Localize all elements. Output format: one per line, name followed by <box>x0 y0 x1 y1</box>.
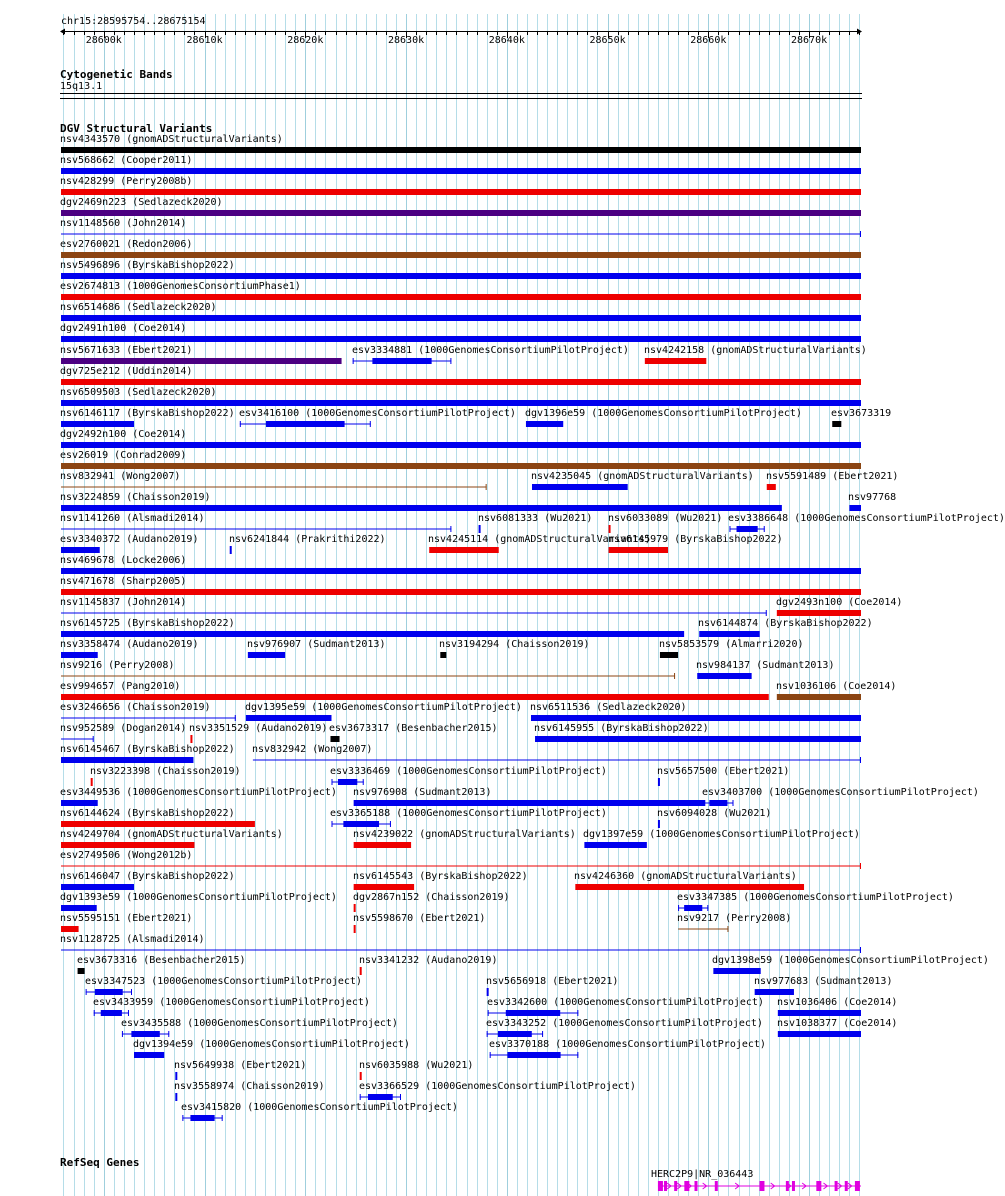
variant-bar[interactable] <box>61 400 861 406</box>
variant-label[interactable]: nsv1141260 (Alsmadi2014) <box>60 513 205 524</box>
variant-label[interactable]: nsv6511536 (Sedlazeck2020) <box>530 702 687 713</box>
variant-label[interactable]: esv3403700 (1000GenomesConsortiumPilotProject) <box>702 787 979 798</box>
variant-label[interactable]: nsv976907 (Sudmant2013) <box>247 639 386 650</box>
cytoband-bar[interactable] <box>60 93 862 99</box>
variant-label[interactable]: nsv6033089 (Wu2021) <box>608 513 723 524</box>
variant-label[interactable]: nsv976908 (Sudmant2013) <box>353 787 492 798</box>
variant-label[interactable]: nsv6145467 (ByrskaBishop2022) <box>60 744 235 755</box>
gene-exon <box>792 1181 795 1191</box>
variant-label[interactable]: esv3449536 (1000GenomesConsortiumPilotProject) <box>60 787 337 798</box>
variant-label[interactable]: nsv97768 <box>848 492 897 503</box>
variant-core-bar[interactable] <box>737 526 758 532</box>
variant-label[interactable]: nsv6146047 (ByrskaBishop2022) <box>60 871 235 882</box>
variant-bar[interactable] <box>777 694 861 700</box>
variant-bar[interactable] <box>697 673 751 679</box>
variant-label[interactable]: nsv832941 (Wong2007) <box>60 471 181 482</box>
variant-tick[interactable] <box>658 820 660 828</box>
variant-label[interactable]: nsv5595151 (Ebert2021) <box>60 913 193 924</box>
variant-bar[interactable] <box>535 736 861 742</box>
variant-bar[interactable] <box>584 842 646 848</box>
variant-label[interactable]: nsv3194294 (Chaisson2019) <box>439 639 590 650</box>
variant-label[interactable]: esv3336469 (1000GenomesConsortiumPilotProject) <box>330 766 607 777</box>
variant-label[interactable]: nsv832942 (Wong2007) <box>252 744 373 755</box>
variant-label[interactable]: nsv3341232 (Audano2019) <box>359 955 498 966</box>
refseq-track-title: RefSeq Genes <box>60 1156 140 1169</box>
variant-label[interactable]: esv3246656 (Chaisson2019) <box>60 702 211 713</box>
variant-label[interactable]: nsv4239022 (gnomADStructuralVariants) <box>353 829 576 840</box>
variant-label[interactable]: nsv6146117 (ByrskaBishop2022) <box>60 408 235 419</box>
variant-label[interactable]: nsv1036406 (Coe2014) <box>777 997 898 1008</box>
variant-bar[interactable] <box>778 1031 861 1037</box>
variant-label[interactable]: nsv1148560 (John2014) <box>60 218 187 229</box>
variant-label[interactable]: nsv6145979 (ByrskaBishop2022) <box>608 534 783 545</box>
variant-label[interactable]: nsv5656918 (Ebert2021) <box>486 976 619 987</box>
ruler-tick-label: 28660k <box>690 35 727 46</box>
variant-label[interactable]: nsv3224859 (Chaisson2019) <box>60 492 211 503</box>
variant-glyph[interactable] <box>0 335 890 345</box>
cytoband-track-title: Cytogenetic Bands <box>60 68 173 81</box>
gene-exon <box>816 1181 821 1191</box>
variant-glyph[interactable] <box>0 1114 890 1124</box>
variant-label[interactable]: dgv1394e59 (1000GenomesConsortiumPilotProject) <box>133 1039 410 1050</box>
variant-label[interactable]: nsv9217 (Perry2008) <box>677 913 792 924</box>
variant-label[interactable]: esv994657 (Pang2010) <box>60 681 181 692</box>
variant-bar[interactable] <box>61 252 861 258</box>
variant-label[interactable]: esv3416100 (1000GenomesConsortiumPilotProject) <box>239 408 516 419</box>
variant-label[interactable]: nsv5649938 (Ebert2021) <box>174 1060 307 1071</box>
variant-label[interactable]: nsv6035988 (Wu2021) <box>359 1060 474 1071</box>
variant-label[interactable]: nsv6145955 (ByrskaBishop2022) <box>534 723 709 734</box>
variant-label[interactable]: nsv3223398 (Chaisson2019) <box>90 766 241 777</box>
variant-label[interactable]: esv3673316 (Besenbacher2015) <box>77 955 246 966</box>
variant-bar[interactable] <box>575 884 804 890</box>
variant-label[interactable]: esv3347523 (1000GenomesConsortiumPilotProject) <box>85 976 362 987</box>
variant-label[interactable]: esv3370188 (1000GenomesConsortiumPilotProject) <box>489 1039 766 1050</box>
gene-model-herc2p9[interactable] <box>0 1179 890 1195</box>
cytoband-label: 15q13.1 <box>60 81 103 92</box>
variant-label[interactable]: esv2674813 (1000GenomesConsortiumPhase1) <box>60 281 301 292</box>
variant-label[interactable]: nsv6144874 (ByrskaBishop2022) <box>698 618 873 629</box>
variant-core-bar[interactable] <box>684 905 702 911</box>
variant-label[interactable]: nsv3558974 (Chaisson2019) <box>174 1081 325 1092</box>
variant-label[interactable]: nsv6241844 (Prakrithi2022) <box>229 534 386 545</box>
variant-label[interactable]: nsv5591489 (Ebert2021) <box>766 471 899 482</box>
variant-label[interactable]: nsv4242158 (gnomADStructuralVariants) <box>644 345 867 356</box>
variant-core-bar[interactable] <box>368 1094 393 1100</box>
variant-label[interactable]: esv3673317 (Besenbacher2015) <box>329 723 498 734</box>
variant-label[interactable]: esv3334881 (1000GenomesConsortiumPilotProject) <box>352 345 629 356</box>
variant-tick[interactable] <box>360 1072 362 1080</box>
ruler-location: chr15:28595754..28675154 <box>61 16 206 27</box>
variant-bar[interactable] <box>777 610 861 616</box>
variant-bar[interactable] <box>699 631 759 637</box>
variant-bar[interactable] <box>645 358 706 364</box>
variant-label[interactable]: nsv6514686 (Sedlazeck2020) <box>60 302 217 313</box>
variant-bar[interactable] <box>61 168 861 174</box>
ruler-tick-label: 28600k <box>85 35 122 46</box>
variant-label[interactable]: nsv1038377 (Coe2014) <box>777 1018 898 1029</box>
variant-glyph[interactable] <box>0 756 890 766</box>
variant-label[interactable]: nsv4343570 (gnomADStructuralVariants) <box>60 134 283 145</box>
variant-label[interactable]: dgv1398e59 (1000GenomesConsortiumPilotProject) <box>712 955 989 966</box>
variant-label[interactable]: nsv9216 (Perry2008) <box>60 660 175 671</box>
variant-label[interactable]: esv3342600 (1000GenomesConsortiumPilotProject) <box>487 997 764 1008</box>
variant-label[interactable]: dgv2867n152 (Chaisson2019) <box>353 892 510 903</box>
gene-exon <box>835 1181 838 1191</box>
variant-label[interactable]: nsv471678 (Sharp2005) <box>60 576 187 587</box>
ruler-tick-label: 28630k <box>387 35 425 46</box>
variant-label[interactable]: esv26019 (Conrad2009) <box>60 450 187 461</box>
gene-exon <box>664 1181 667 1191</box>
ruler-left-arrow[interactable] <box>60 29 65 35</box>
variant-bar[interactable] <box>849 505 861 511</box>
variant-label[interactable]: nsv5657500 (Ebert2021) <box>657 766 790 777</box>
variant-label[interactable]: nsv5853579 (Almarri2020) <box>659 639 804 650</box>
variant-label[interactable]: nsv984137 (Sudmant2013) <box>696 660 835 671</box>
variant-label[interactable]: dgv1393e59 (1000GenomesConsortiumPilotProject) <box>60 892 337 903</box>
variant-label[interactable]: nsv1036106 (Coe2014) <box>776 681 897 692</box>
variant-bar[interactable] <box>61 442 861 448</box>
variant-label[interactable]: esv3433959 (1000GenomesConsortiumPilotProject) <box>93 997 370 1008</box>
variant-bar[interactable] <box>61 568 861 574</box>
variant-label[interactable]: dgv2492n100 (Coe2014) <box>60 429 187 440</box>
variant-label[interactable]: esv3340372 (Audano2019) <box>60 534 199 545</box>
variant-bar[interactable] <box>61 379 861 385</box>
variant-bar[interactable] <box>609 547 668 553</box>
variant-label[interactable]: nsv977683 (Sudmant2013) <box>754 976 893 987</box>
variant-label[interactable]: dgv2469n223 (Sedlazeck2020) <box>60 197 223 208</box>
variant-label[interactable]: nsv6081333 (Wu2021) <box>478 513 593 524</box>
variant-label[interactable]: nsv568662 (Cooper2011) <box>60 155 193 166</box>
variant-label[interactable]: nsv1128725 (Alsmadi2014) <box>60 934 205 945</box>
variant-label[interactable]: nsv4246360 (gnomADStructuralVariants) <box>574 871 797 882</box>
variant-label[interactable]: nsv4235045 (gnomADStructuralVariants) <box>531 471 754 482</box>
variant-label[interactable]: nsv6144624 (ByrskaBishop2022) <box>60 808 235 819</box>
variant-core-bar[interactable] <box>507 1052 560 1058</box>
gene-exon <box>674 1181 677 1191</box>
ruler-tick-label: 28640k <box>488 35 525 46</box>
variant-label[interactable]: dgv725e212 (Uddin2014) <box>60 366 193 377</box>
variant-bar[interactable] <box>61 336 861 342</box>
variant-label[interactable]: esv3415820 (1000GenomesConsortiumPilotProject) <box>181 1102 458 1113</box>
variant-label[interactable]: nsv6145543 (ByrskaBishop2022) <box>353 871 528 882</box>
ruler-tick-label: 28620k <box>287 35 324 46</box>
variant-label[interactable]: nsv3351529 (Audano2019) <box>189 723 328 734</box>
dgv-track-title: DGV Structural Variants <box>60 122 213 135</box>
variant-label[interactable]: esv3673319 <box>831 408 892 419</box>
gene-exon <box>845 1181 848 1191</box>
variant-label[interactable]: nsv6145725 (ByrskaBishop2022) <box>60 618 235 629</box>
ruler-tick-label: 28610k <box>186 35 223 46</box>
gene-exon <box>694 1181 697 1191</box>
variant-label[interactable]: nsv5496896 (ByrskaBishop2022) <box>60 260 235 271</box>
variant-label[interactable]: dgv1396e59 (1000GenomesConsortiumPilotProject) <box>525 408 802 419</box>
variant-bar[interactable] <box>660 652 678 658</box>
gene-exon <box>855 1181 860 1191</box>
ruler[interactable] <box>0 26 890 50</box>
variant-bar[interactable] <box>61 189 861 195</box>
variant-label[interactable]: nsv6509503 (Sedlazeck2020) <box>60 387 217 398</box>
variant-bar[interactable] <box>61 210 861 216</box>
variant-core-bar[interactable] <box>190 1115 214 1121</box>
variant-label[interactable]: esv3365188 (1000GenomesConsortiumPilotProject) <box>330 808 607 819</box>
variant-bar[interactable] <box>61 463 861 469</box>
variant-label[interactable]: nsv469678 (Locke2006) <box>60 555 187 566</box>
variant-label[interactable]: dgv2491n100 (Coe2014) <box>60 323 187 334</box>
variant-bar[interactable] <box>767 484 776 490</box>
variant-label[interactable]: esv2760021 (Redon2006) <box>60 239 193 250</box>
variant-bar[interactable] <box>713 968 760 974</box>
variant-label[interactable]: nsv4245114 (gnomADStructuralVariants) <box>428 534 651 545</box>
variant-label[interactable]: nsv428299 (Perry2008b) <box>60 176 193 187</box>
gene-exon <box>715 1181 718 1191</box>
variant-label[interactable]: nsv1145837 (John2014) <box>60 597 187 608</box>
variant-label[interactable]: nsv4249704 (gnomADStructuralVariants) <box>60 829 283 840</box>
variant-bar[interactable] <box>61 589 861 595</box>
gene-exon <box>684 1181 689 1191</box>
variant-label[interactable]: nsv952589 (Dogan2014) <box>60 723 187 734</box>
variant-bar[interactable] <box>61 273 861 279</box>
gene-exon <box>759 1181 764 1191</box>
variant-label[interactable]: nsv5671633 (Ebert2021) <box>60 345 193 356</box>
variant-label[interactable]: nsv6094028 (Wu2021) <box>657 808 772 819</box>
variant-label[interactable]: dgv1395e59 (1000GenomesConsortiumPilotProject) <box>245 702 522 713</box>
gene-exon <box>786 1181 789 1191</box>
variant-label[interactable]: nsv5598670 (Ebert2021) <box>353 913 486 924</box>
ruler-tick-label: 28670k <box>791 35 828 46</box>
variant-bar[interactable] <box>61 147 861 153</box>
variant-label[interactable]: dgv2493n100 (Coe2014) <box>776 597 903 608</box>
variant-bar[interactable] <box>755 989 794 995</box>
variant-label[interactable]: nsv3358474 (Audano2019) <box>60 639 199 650</box>
variant-label[interactable]: esv2749506 (Wong2012b) <box>60 850 193 861</box>
variant-label[interactable]: esv3343252 (1000GenomesConsortiumPilotProject) <box>486 1018 763 1029</box>
gene-label[interactable]: HERC2P9|NR_036443 <box>651 1169 754 1180</box>
variant-bar[interactable] <box>61 294 861 300</box>
ruler-tick-label: 28650k <box>589 35 626 46</box>
variant-label[interactable]: dgv1397e59 (1000GenomesConsortiumPilotProject) <box>583 829 860 840</box>
variant-bar[interactable] <box>832 421 841 427</box>
variant-bar[interactable] <box>778 1010 861 1016</box>
variant-label[interactable]: esv3386648 (1000GenomesConsortiumPilotProject) <box>728 513 1005 524</box>
variant-bar[interactable] <box>61 315 861 321</box>
variant-core-bar[interactable] <box>709 800 727 806</box>
variant-label[interactable]: esv3366529 (1000GenomesConsortiumPilotProject) <box>359 1081 636 1092</box>
variant-bar[interactable] <box>531 715 861 721</box>
variant-label[interactable]: esv3435588 (1000GenomesConsortiumPilotProject) <box>121 1018 398 1029</box>
variant-label[interactable]: esv3347385 (1000GenomesConsortiumPilotProject) <box>677 892 954 903</box>
variant-tick[interactable] <box>658 778 660 786</box>
